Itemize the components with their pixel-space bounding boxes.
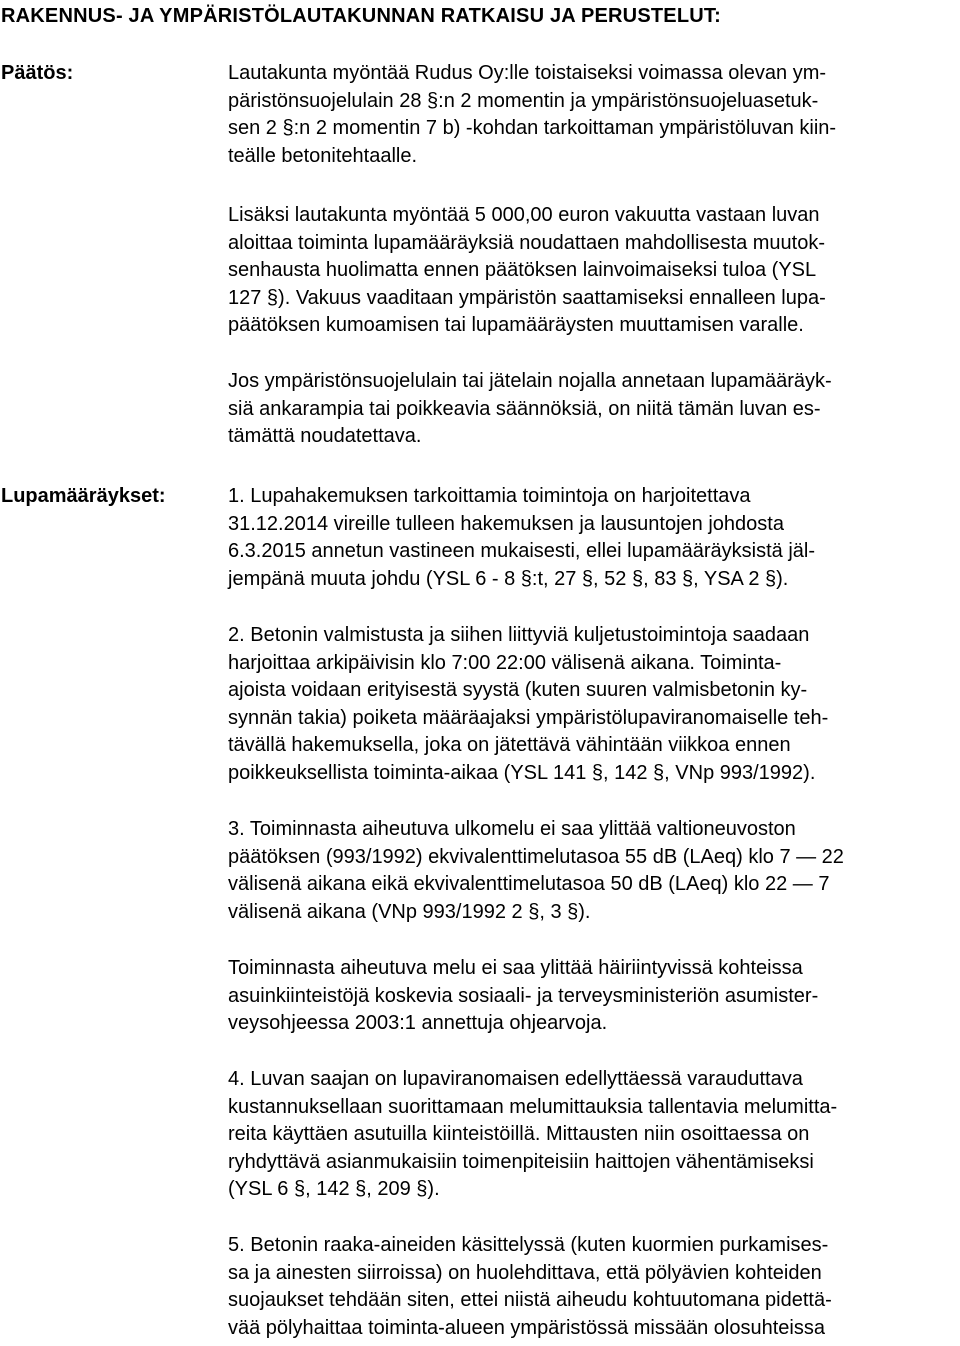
paragraph [228, 202, 958, 340]
text-line: asuinkiinteistöjä koskevia sosiaali- ja terveysministeriön asumister- [228, 984, 819, 1007]
text-line: teälle betonitehtaalle. [228, 144, 418, 167]
text-line: 5. Betonin raaka-aineiden käsittelyssä (kuten kuormien purkamises- [228, 1234, 829, 1256]
text-line: 6.3.2015 annetun vastineen mukaisesti, ellei lupamääräyksistä jäl- [228, 540, 816, 563]
text-line: 31.12.2014 vireille tulleen hakemuksen ja lausuntojen johdosta [228, 512, 784, 535]
text-line: jempänä muuta johdu (YSL 6 - 8 §:t, 27 §, 52 §, 83 §, YSA 2 §). [228, 567, 789, 590]
text-line: päätöksen (993/1992) ekvivalenttimelutasoa 55 dB (LAeq) klo 7 — 22 [228, 845, 844, 868]
permit-condition-2 [228, 622, 958, 788]
text-line: kustannuksellaan suorittamaan melumittauksia tallentavia melumitta- [228, 1095, 838, 1118]
text-line: reita käyttäen asutuilla kiinteistöillä. Mittausten niin osoittaessa on [228, 1123, 810, 1146]
text-line: senhausta huolimatta ennen päätöksen lainvoimaiseksi tuloa (YSL [228, 259, 817, 282]
page-heading: RAKENNUS- JA YMPÄRISTÖLAUTAKUNNAN RATKAISU JA PERUSTELUT: [1, 5, 721, 27]
text-line: sen 2 §:n 2 momentin 7 b) -kohdan tarkoittaman ympäristöluvan kiin- [228, 117, 837, 140]
paragraph [228, 955, 958, 1038]
text-line: päristönsuojelulain 28 §:n 2 momentin ja ympäristönsuojeluasetuk- [228, 89, 819, 112]
text-line: vää pölyhaittaa toiminta-alueen ympäristössä missään olosuhteissa [228, 1316, 825, 1339]
text-line: harjoittaa arkipäivisin klo 7:00 22:00 välisenä aikana. Toiminta- [228, 651, 782, 674]
text-line: ryhdyttävä asianmukaisiin toimenpiteisiin haittojen vähentämiseksi [228, 1150, 814, 1173]
permit-condition-5 [228, 1232, 958, 1342]
permit-condition-3 [228, 816, 958, 926]
text-line: tävällä hakemuksella, joka on jätettävä vähintään viikkoa ennen [228, 734, 791, 757]
section-label-lupamaaraykset: Lupamääräykset: [1, 485, 166, 507]
text-line: Jos ympäristönsuojelulain tai jätelain nojalla annetaan lupamääräyk- [228, 370, 832, 392]
text-line: sa ja ainesten siirroissa) on huolehdittava, että pölyävien kohteiden [228, 1261, 822, 1284]
text-line: suojaukset tehdään siten, ettei niistä aiheudu kohtuutomana pidettä- [228, 1289, 832, 1312]
permit-condition-4 [228, 1066, 958, 1204]
text-line: tämättä noudatettava. [228, 425, 422, 448]
section-label-paatos: Päätös: [1, 62, 74, 84]
text-line: ajoista voidaan erityisestä syystä (kuten suuren valmisbetonin ky- [228, 679, 808, 702]
text-line: Lisäksi lautakunta myöntää 5 000,00 euron vakuutta vastaan luvan [228, 204, 820, 226]
text-line: 4. Luvan saajan on lupaviranomaisen edellyttäessä varauduttava [228, 1068, 803, 1090]
text-line: 127 §). Vakuus vaaditaan ympäristön saattamiseksi ennalleen lupa- [228, 286, 826, 309]
paragraph [228, 368, 958, 451]
text-line: välisenä aikana eikä ekvivalenttimelutasoa 50 dB (LAeq) klo 22 — 7 [228, 873, 830, 896]
text-line: (YSL 6 §, 142 §, 209 §). [228, 1178, 440, 1201]
text-line: poikkeuksellista toiminta-aikaa (YSL 141 §, 142 §, VNp 993/1992). [228, 761, 816, 784]
permit-condition-1 [228, 483, 958, 593]
text-line: 1. Lupahakemuksen tarkoittamia toimintoja on harjoitettava [228, 485, 751, 507]
text-line: välisenä aikana (VNp 993/1992 2 §, 3 §). [228, 900, 591, 923]
text-line: 3. Toiminnasta aiheutuva ulkomelu ei saa ylittää valtioneuvoston [228, 818, 796, 840]
text-line: synnän takia) poiketa määräajaksi ympäristölupaviranomaiselle teh- [228, 706, 829, 729]
text-line: aloittaa toiminta lupamääräyksiä noudattaen mahdollisesta muutok- [228, 231, 826, 254]
text-line: Lautakunta myöntää Rudus Oy:lle toistaiseksi voimassa olevan ym- [228, 62, 827, 84]
text-line: päätöksen kumoamisen tai lupamääräysten muuttamisen varalle. [228, 314, 804, 337]
text-line: 2. Betonin valmistusta ja siihen liittyviä kuljetustoimintoja saadaan [228, 624, 810, 646]
text-line: siä ankarampia tai poikkeavia säännöksiä, on niitä tämän luvan es- [228, 397, 821, 420]
text-line: Toiminnasta aiheutuva melu ei saa ylittää häiriintyvissä kohteissa [228, 957, 803, 979]
paragraph [228, 60, 958, 170]
text-line: veysohjeessa 2003:1 annettuja ohjearvoja. [228, 1012, 608, 1035]
